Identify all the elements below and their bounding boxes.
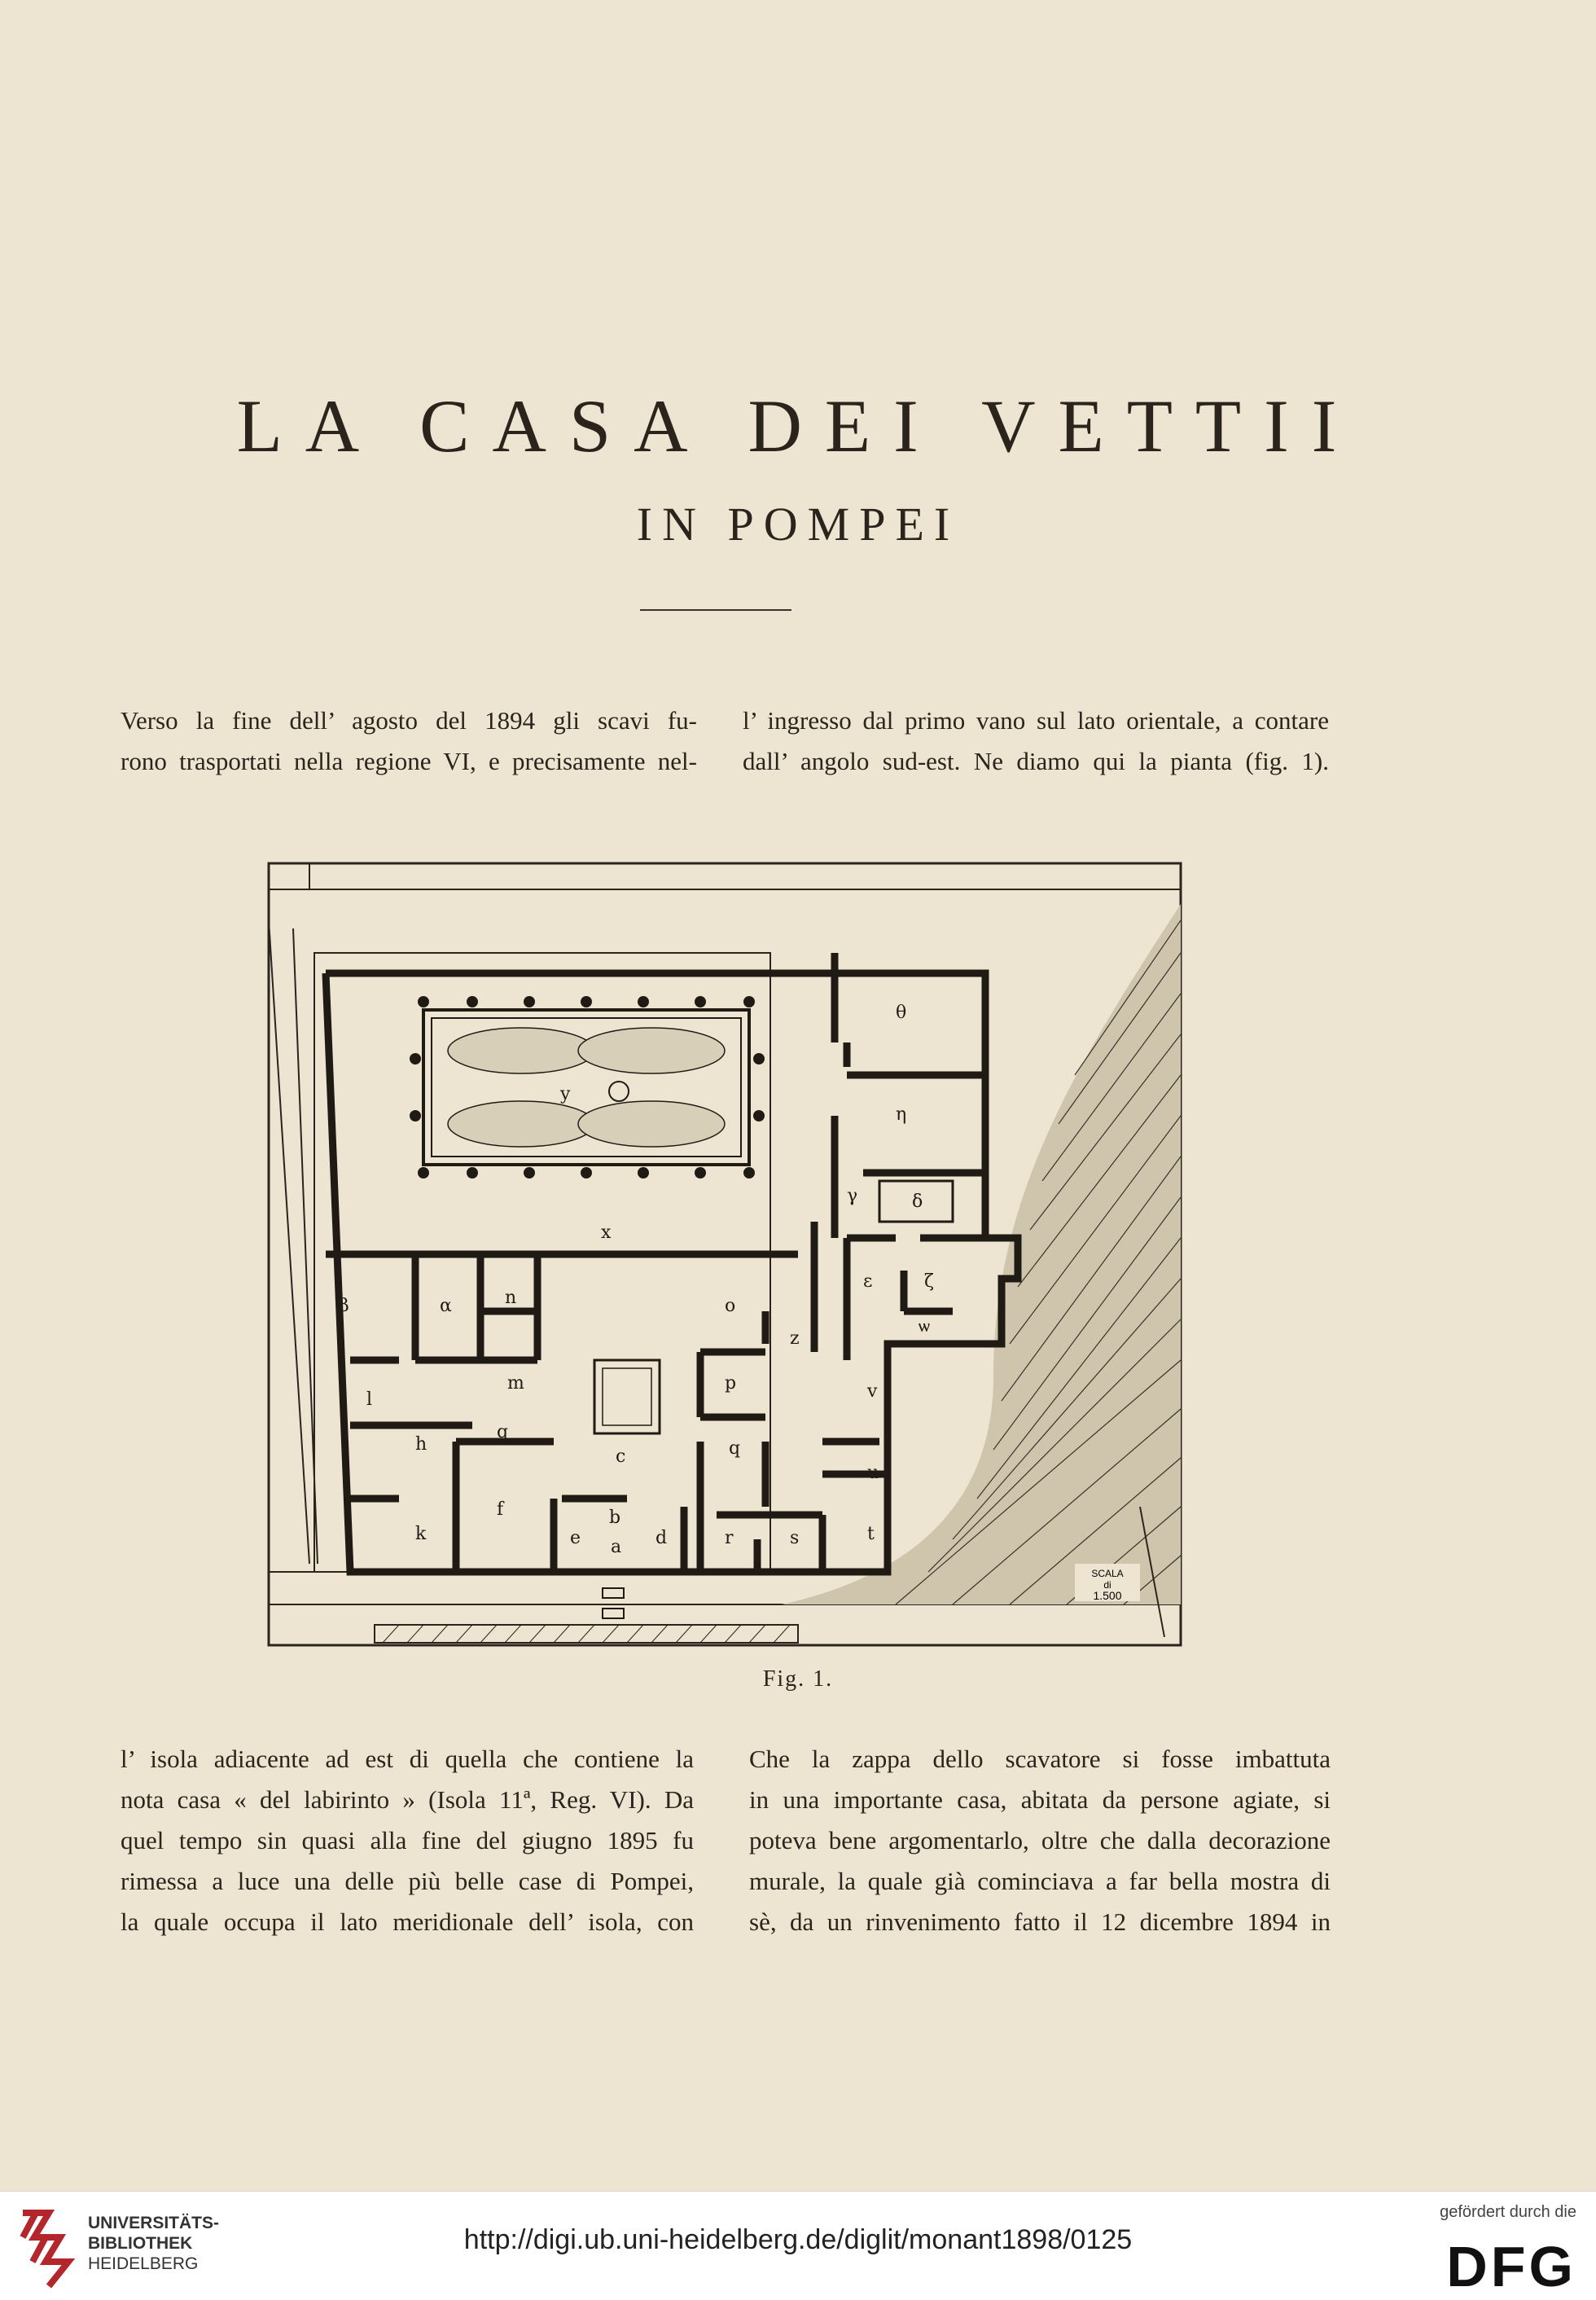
figure-caption: Fig. 1. [762, 1666, 834, 1692]
text-line: rono trasportati nella regione VI, e precisamente nel- [121, 747, 697, 775]
peristyle-columns [410, 996, 765, 1179]
body-left-column [121, 1739, 694, 1942]
room-label-z: z [790, 1328, 800, 1349]
room-label-beta: β [339, 1296, 349, 1316]
room-label-d: d [656, 1528, 668, 1548]
intro-right-column [743, 700, 1329, 782]
room-label-c: c [616, 1446, 626, 1467]
unexcavated-area [782, 904, 1181, 1604]
text-line: la quale occupa il lato meridionale dell’ isola, con [121, 1907, 694, 1936]
library-name-line-3: HEIDELBERG [88, 2254, 199, 2273]
text-line: Verso la fine dell’ agosto del 1894 gli scavi fu- [121, 706, 697, 735]
room-label-q: q [729, 1438, 741, 1459]
text-line: murale, la quale già cominciava a far bella mostra di [749, 1867, 1331, 1895]
room-label-zeta: ζ [924, 1271, 934, 1292]
permalink-url[interactable]: http://digi.ub.uni-heidelberg.de/diglit/monant1898/0125 [463, 2224, 1133, 2255]
room-label-h: h [415, 1434, 428, 1455]
article-title: LA CASA DEI VETTII [236, 384, 1360, 467]
room-label-t: t [867, 1524, 875, 1544]
digitization-footer [0, 2191, 1596, 2300]
room-label-s: s [790, 1528, 800, 1548]
text-line: poteva bene argomentarlo, oltre che dalla decorazione [749, 1826, 1331, 1854]
text-line: sè, da un rinvenimento fatto il 12 dicembre 1894 in [749, 1907, 1331, 1936]
text-line: quel tempo sin quasi alla fine del giugno 1895 fu [121, 1826, 694, 1854]
room-label-n: n [505, 1288, 517, 1308]
room-label-b: b [609, 1508, 621, 1528]
room-label-v: v [867, 1381, 878, 1402]
scale-label-line-1: SCALA [1091, 1568, 1124, 1579]
funding-note: gefördert durch die [1440, 2203, 1576, 2221]
room-label-u: u [867, 1463, 879, 1483]
title-rule [640, 609, 791, 611]
scale-label-line-2: di [1103, 1579, 1112, 1591]
text-line: Che la zappa dello scavatore si fosse imbattuta [749, 1745, 1331, 1773]
room-label-alpha: α [440, 1296, 452, 1316]
room-label-k: k [415, 1524, 427, 1544]
room-label-l: l [366, 1389, 373, 1410]
library-name-line-2: BIBLIOTHEK [88, 2234, 193, 2253]
room-label-theta: θ [896, 1003, 907, 1023]
room-label-o: o [725, 1296, 736, 1316]
dfg-logo: DFG [1446, 2235, 1576, 2298]
room-label-gamma: γ [847, 1186, 858, 1206]
room-label-x: x [601, 1222, 612, 1243]
room-label-a: a [611, 1537, 622, 1557]
room-label-r: r [725, 1528, 734, 1548]
floor-plan-drawing [261, 855, 1189, 1653]
text-line: nota casa « del labirinto » (Isola 11ª, Reg. VI). Da [121, 1785, 694, 1814]
text-line: l’ ingresso dal primo vano sul lato orientale, a contare [743, 706, 1329, 735]
intro-left-column [121, 700, 697, 782]
text-line: in una importante casa, abitata da persone agiate, si [749, 1785, 1331, 1814]
room-label-g: g [497, 1422, 509, 1442]
text-line: rimessa a luce una delle più belle case di Pompei, [121, 1867, 694, 1895]
street-hatching [383, 1625, 790, 1643]
scale-label-line-3: 1.500 [1093, 1589, 1122, 1602]
room-label-epsilon: ε [863, 1271, 873, 1292]
library-name-line-1: UNIVERSITÄTS- [88, 2214, 220, 2232]
floor-plan-figure [261, 855, 1189, 1653]
room-label-y: y [560, 1084, 571, 1104]
room-label-m: m [507, 1373, 524, 1394]
room-label-omega: ѡ [919, 1316, 930, 1337]
room-label-e: e [570, 1528, 581, 1548]
impluvium [594, 1360, 660, 1433]
room-label-p: p [725, 1373, 737, 1394]
room-label-f: f [497, 1499, 504, 1520]
text-line: l’ isola adiacente ad est di quella che contiene la [121, 1745, 694, 1773]
body-right-column [749, 1739, 1331, 1942]
text-line: dall’ angolo sud-est. Ne diamo qui la pianta (fig. 1). [743, 747, 1329, 775]
article-subtitle: IN POMPEI [636, 498, 960, 551]
room-label-delta: δ [912, 1192, 923, 1212]
room-label-eta: η [896, 1104, 907, 1125]
